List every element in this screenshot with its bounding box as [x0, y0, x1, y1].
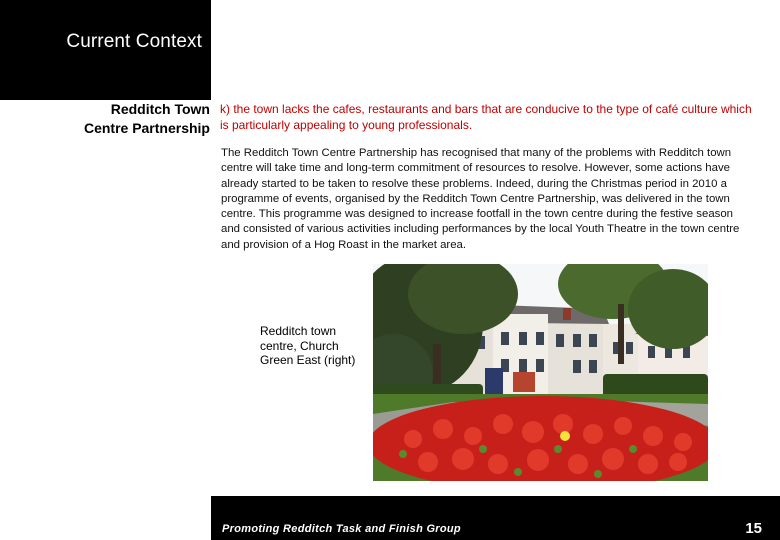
- town-centre-photo: [373, 264, 708, 481]
- intro-text: k) the town lacks the cafes, restaurants and bars that are conducive to the type of café culture which is particularly appealing to young professionals.: [220, 102, 752, 132]
- page-title: Current Context: [66, 31, 202, 52]
- section-label: [0, 100, 210, 138]
- page-number: 15: [745, 520, 762, 537]
- section-label-line-2: Centre Partnership: [83, 120, 210, 136]
- photo-caption: Redditch town centre, Church Green East (right): [260, 324, 356, 367]
- body-paragraph: The Redditch Town Centre Partnership has recognised that many of the problems with Redditch town centre will take time and long-term commitment of resources to resolve. However, some actions have already started to be taken to resolve these problems. Indeed, during the Christmas period in 2010 a programme of events, organised by the Redditch Town Centre Partnership, was delivered in the town centre. This programme was designed to increase footfall in the town centre during the festive season and consisted of various activities including performances by the local Youth Theatre in the town centre and provision of a Hog Roast in the market area.: [221, 147, 740, 251]
- footer-band: [211, 496, 780, 540]
- footer-title: Promoting Redditch Task and Finish Group: [222, 523, 461, 535]
- section-label-line-1: Redditch Town: [110, 101, 210, 117]
- header-block: [0, 0, 211, 100]
